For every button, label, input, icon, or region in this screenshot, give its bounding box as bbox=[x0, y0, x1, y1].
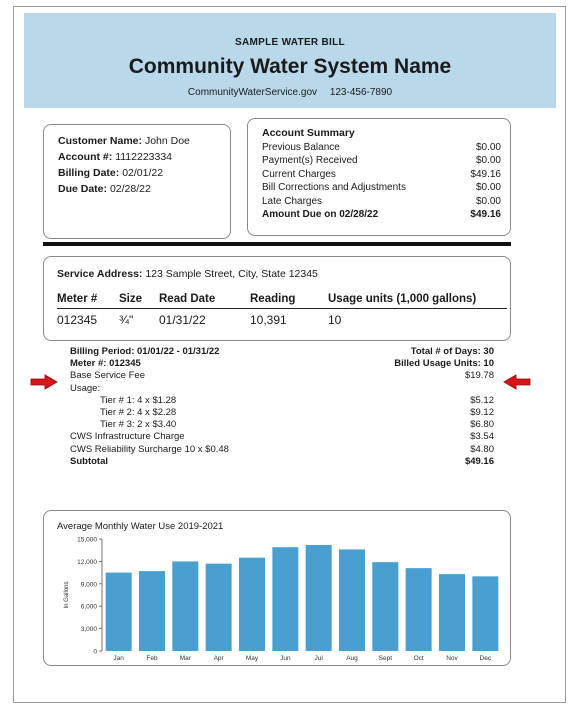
usage-row: Usage: bbox=[70, 382, 101, 394]
tier-row: Tier # 1: 4 x $1.28 $5.12 bbox=[100, 394, 494, 406]
bar bbox=[272, 547, 298, 651]
x-tick-label: Feb bbox=[146, 655, 158, 662]
x-tick-label: Oct bbox=[413, 655, 424, 662]
billing-date-row: Billing Date: 02/01/22 bbox=[58, 167, 164, 179]
base-fee-row: Base Service Fee $19.78 bbox=[70, 370, 494, 382]
bar bbox=[172, 561, 198, 651]
y-tick-label: 15,000 bbox=[77, 536, 97, 544]
system-name: Community Water System Name bbox=[128, 55, 452, 78]
y-tick-label: 3,000 bbox=[80, 626, 97, 634]
billing-period-row bbox=[70, 346, 494, 358]
read-date: 01/31/22 bbox=[159, 313, 206, 327]
sample-label: SAMPLE WATER BILL bbox=[235, 37, 345, 48]
base-fee-amount: $19.78 bbox=[464, 370, 494, 382]
billing-date: 02/01/22 bbox=[122, 167, 164, 179]
subtotal-row: Subtotal $49.16 bbox=[70, 455, 494, 467]
amount-due-row: Amount Due on 02/28/22 $49.16 bbox=[262, 209, 501, 220]
billing-period: Billing Period: 01/01/22 - 01/31/22 bbox=[70, 346, 220, 357]
summary-row: Current Charges $49.16 bbox=[262, 168, 501, 180]
bar bbox=[472, 576, 498, 651]
account-summary-title: Account Summary bbox=[262, 127, 355, 139]
bar bbox=[206, 564, 232, 651]
service-address: Service Address: 123 Sample Street, City, State 12345 bbox=[57, 268, 318, 280]
x-tick-label: May bbox=[245, 655, 259, 662]
bar bbox=[106, 573, 132, 651]
customer-info-box bbox=[43, 124, 231, 239]
usage-units: 10 bbox=[328, 313, 342, 327]
x-tick-label: Jun bbox=[280, 655, 291, 662]
bar bbox=[439, 574, 465, 651]
y-axis-label: In Gallons bbox=[64, 581, 70, 609]
meter-reading: 10,391 bbox=[250, 313, 287, 327]
y-tick-label: 12,000 bbox=[77, 558, 97, 566]
meter-table-header bbox=[57, 289, 507, 309]
col-meter: Meter # bbox=[57, 293, 98, 305]
y-tick-label: 6,000 bbox=[80, 603, 97, 611]
x-tick-label: Sept bbox=[378, 655, 393, 662]
website-link[interactable]: CommunityWaterService.gov bbox=[187, 87, 318, 98]
x-tick-label: Dec bbox=[479, 655, 492, 662]
x-tick-label: Apr bbox=[213, 655, 224, 662]
x-tick-label: Nov bbox=[446, 655, 458, 662]
water-use-chart bbox=[43, 510, 511, 666]
infrastructure-row: CWS Infrastructure Charge $3.54 bbox=[70, 431, 494, 443]
x-tick-label: Mar bbox=[179, 655, 191, 662]
service-box bbox=[43, 256, 511, 341]
billed-usage-units: Billed Usage Units: 10 bbox=[394, 358, 494, 370]
bar bbox=[306, 545, 332, 651]
tier-row: Tier # 2: 4 x $2.28 $9.12 bbox=[100, 407, 494, 419]
due-date-row: Due Date: 02/28/22 bbox=[58, 183, 151, 195]
section-divider bbox=[43, 242, 511, 246]
bar bbox=[339, 549, 365, 651]
contact-line bbox=[24, 87, 556, 98]
due-date: 02/28/22 bbox=[109, 183, 151, 195]
summary-row: Bill Corrections and Adjustments $0.00 bbox=[262, 182, 501, 193]
chart-plot bbox=[44, 511, 510, 665]
y-tick-label: 9,000 bbox=[80, 581, 97, 589]
x-tick-label: Jan bbox=[113, 655, 124, 662]
col-reading: Reading bbox=[250, 293, 296, 305]
account-number: 1112223334 bbox=[115, 151, 173, 163]
arrow-right-icon bbox=[30, 374, 58, 390]
chart-title: Average Monthly Water Use 2019-2021 bbox=[57, 521, 224, 532]
y-tick-label: 0 bbox=[93, 648, 97, 656]
table-row bbox=[57, 309, 507, 331]
account-summary-box bbox=[247, 118, 511, 236]
col-read-date: Read Date bbox=[159, 293, 216, 305]
bar bbox=[139, 571, 165, 651]
arrow-left-icon bbox=[503, 374, 531, 390]
meter-label: Meter #: 012345 bbox=[70, 358, 141, 370]
summary-row: Late Charges $0.00 bbox=[262, 195, 501, 207]
phone-number: 123-456-7890 bbox=[329, 87, 393, 98]
meter-row bbox=[70, 358, 494, 370]
charges-breakdown bbox=[70, 346, 494, 468]
tier-row: Tier # 3: 2 x $3.40 $6.80 bbox=[100, 419, 494, 431]
bar bbox=[239, 558, 265, 651]
meter-number: 012345 bbox=[57, 313, 98, 327]
meter-size: ¾" bbox=[119, 313, 134, 327]
x-tick-label: Aug bbox=[346, 655, 358, 662]
col-usage-units: Usage units (1,000 gallons) bbox=[328, 293, 477, 305]
bar bbox=[372, 562, 398, 651]
reliability-row: CWS Reliability Surcharge 10 x $0.48 $4.80 bbox=[70, 443, 494, 455]
col-size: Size bbox=[119, 293, 143, 305]
total-days: Total # of Days: 30 bbox=[410, 346, 494, 357]
x-tick-label: Jul bbox=[314, 655, 323, 662]
account-number-row: Account #: 1112223334 bbox=[58, 151, 173, 163]
customer-name: John Doe bbox=[144, 135, 190, 147]
subtotal-amount: $49.16 bbox=[464, 455, 494, 467]
summary-row: Previous Balance $0.00 bbox=[262, 141, 501, 153]
amount-due: $49.16 bbox=[470, 209, 501, 220]
customer-name-row: Customer Name: John Doe bbox=[58, 135, 190, 147]
summary-row: Payment(s) Received $0.00 bbox=[262, 155, 501, 166]
bar bbox=[406, 568, 432, 651]
bill-header bbox=[24, 13, 556, 108]
meter-table bbox=[57, 289, 507, 331]
